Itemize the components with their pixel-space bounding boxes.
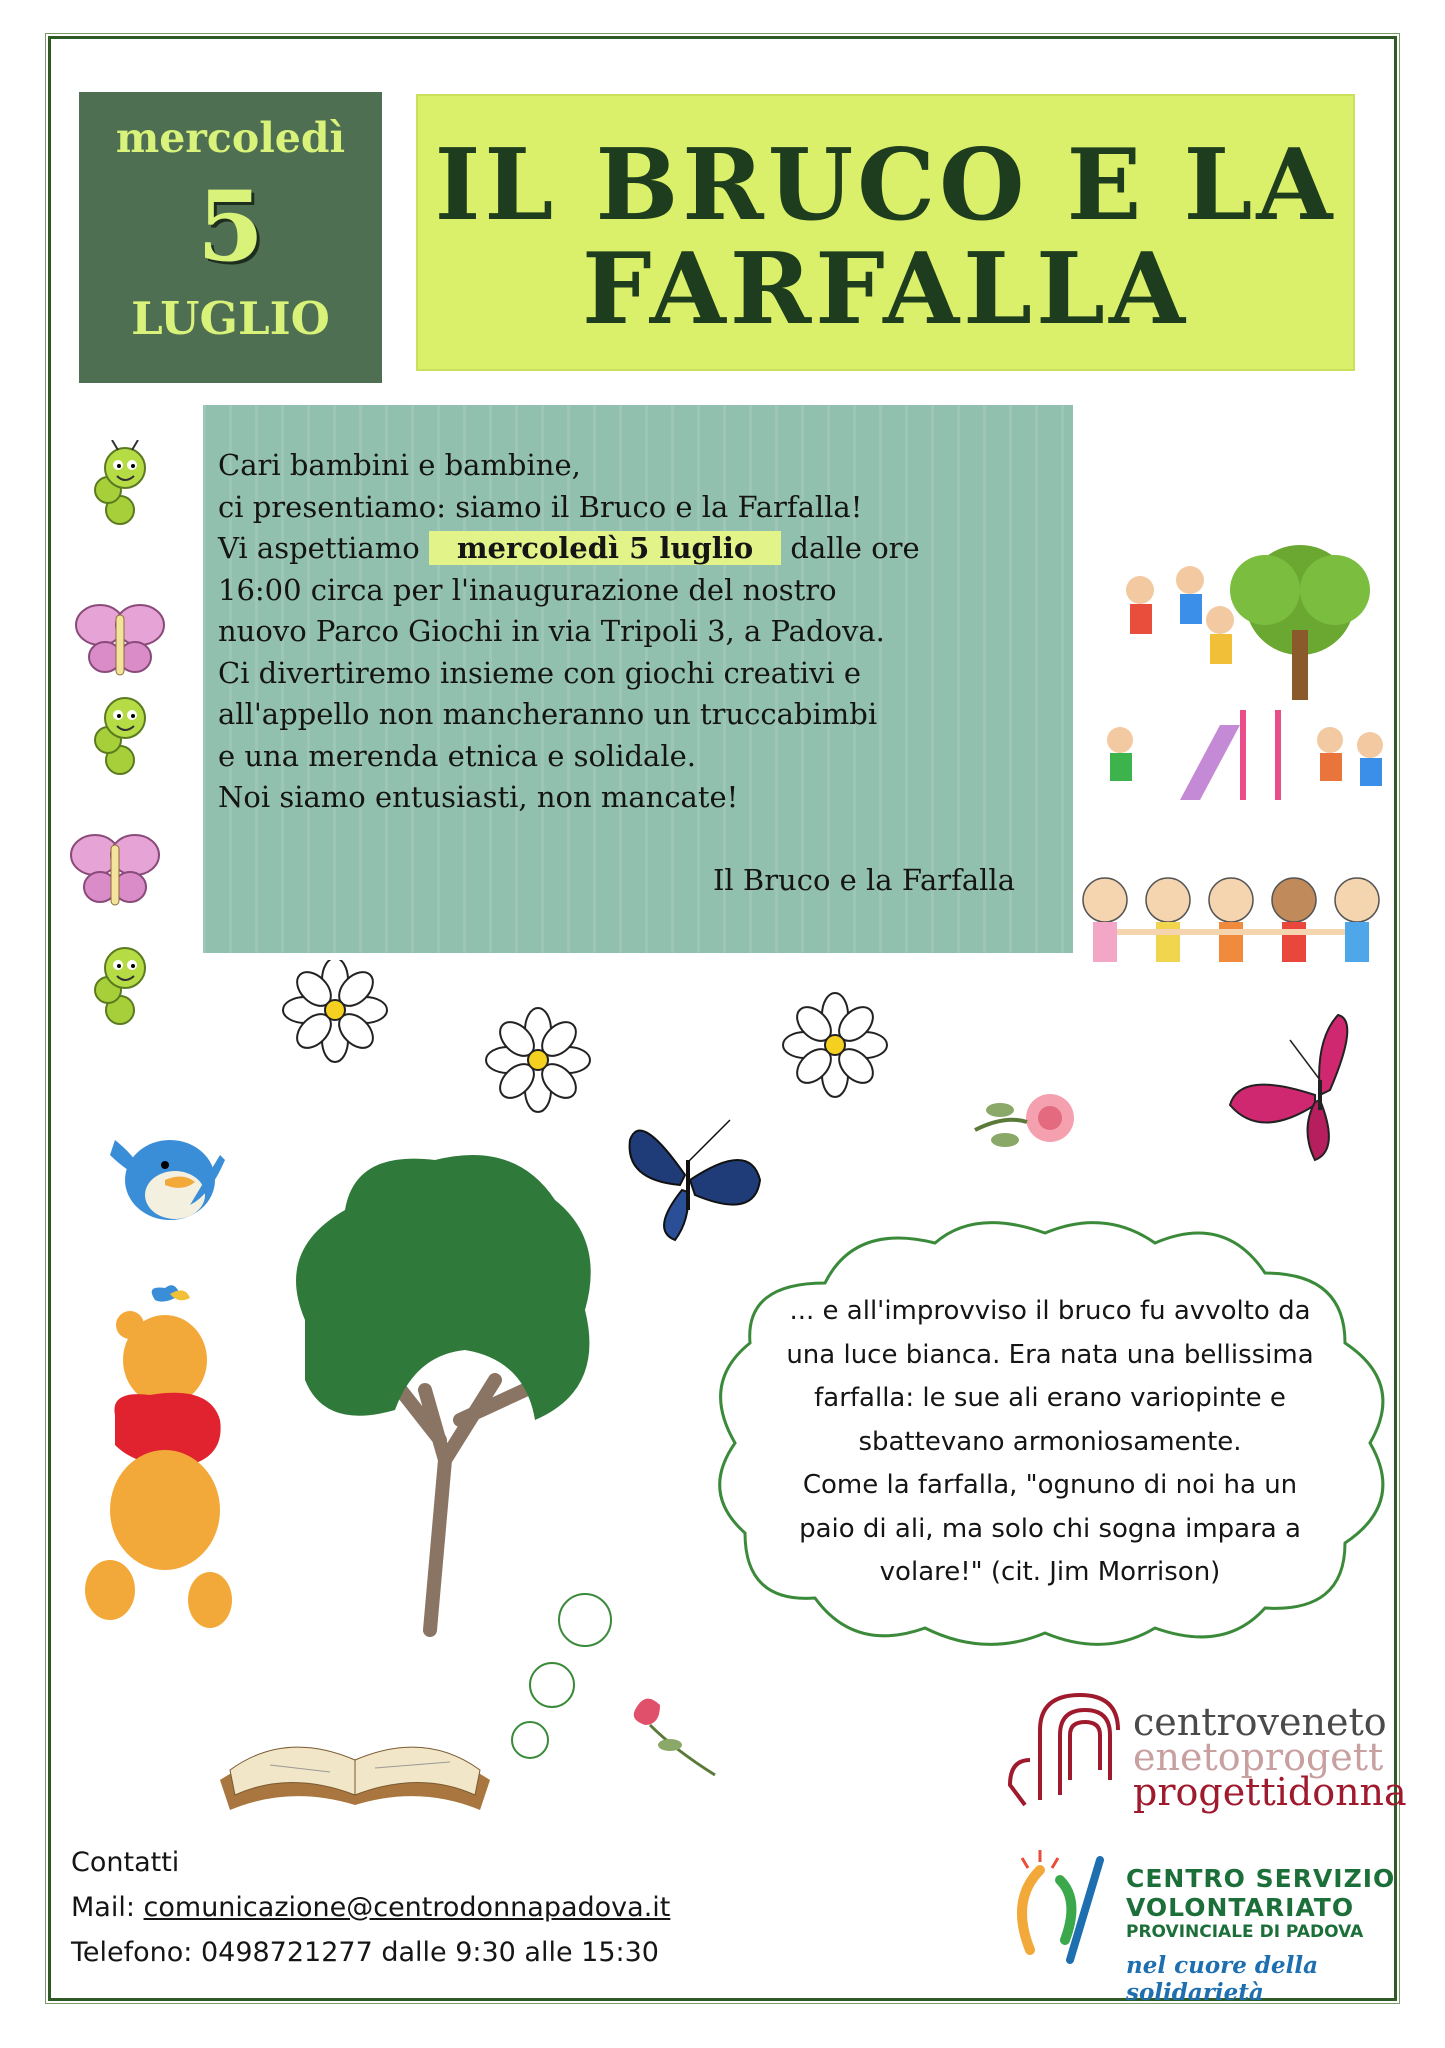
blue-bird-illustration [95, 1100, 245, 1250]
letter-line: 16:00 circa per l'inaugurazione del nostro [218, 572, 837, 607]
daisy-icon [783, 993, 887, 1097]
title-line-2: FARFALLA [581, 232, 1190, 347]
letter-line: nuovo Parco Giochi in via Tripoli 3, a Padova. [218, 614, 885, 648]
letter-line [218, 528, 1063, 570]
logo-centroveneto-echo: enetoprogett [1133, 1735, 1384, 1779]
quote-line: ... e all'improvviso il bruco fu avvolto da [789, 1296, 1311, 1326]
letter-body [218, 445, 1063, 819]
csv-logo-text [1126, 1864, 1445, 2006]
contacts-section [71, 1840, 670, 1975]
title-line-1: IL BRUCO E LA [434, 128, 1337, 243]
highlighted-date: mercoledì 5 luglio [429, 531, 781, 565]
caterpillar-icon [95, 440, 145, 524]
letter-line: all'appello non mancheranno un truccabimbi [218, 697, 878, 731]
winnie-the-pooh-illustration [70, 1280, 250, 1640]
csv-line-3: PROVINCIALE DI PADOVA [1126, 1922, 1364, 1942]
title-banner [418, 96, 1353, 369]
caterpillar-column [60, 440, 180, 1050]
csv-logo-mark [1000, 1840, 1120, 1970]
logo-progettidonna: progettidonna [1133, 1770, 1407, 1814]
open-book-illustration [210, 1690, 500, 1840]
date-badge [79, 92, 382, 383]
letter-signature: Il Bruco e la Farfalla [712, 863, 1015, 897]
kids-playing-illustration [1100, 530, 1390, 820]
letter-text: dalle ore [781, 531, 920, 565]
letter-text: Vi aspettiamo [218, 531, 429, 565]
caterpillar-icon [95, 948, 145, 1024]
quote-line: una luce bianca. Era nata una bellissima [786, 1339, 1314, 1370]
pink-butterfly-illustration [1220, 1010, 1370, 1170]
date-day: 5 [197, 170, 264, 283]
date-weekday: mercoledì [115, 114, 346, 162]
butterfly-icon [76, 605, 164, 675]
caterpillar-icon [95, 698, 145, 774]
rose-bud-illustration [615, 1680, 725, 1790]
mail-line [71, 1885, 670, 1930]
quote-text [755, 1290, 1345, 1595]
csv-line-2: VOLONTARIATO [1126, 1893, 1355, 1922]
daisy-flowers [270, 960, 890, 1120]
csv-line-1: CENTRO SERVIZIO [1126, 1864, 1396, 1893]
event-title [418, 128, 1353, 347]
thought-bubble-dots [490, 1590, 630, 1770]
letter-line: ci presentiamo: siamo il Bruco e la Farfalla! [218, 489, 863, 524]
quote-line: paio di ali, ma solo chi sogna impara a [799, 1513, 1301, 1544]
children-holding-hands-illustration [1075, 870, 1395, 980]
quote-line: volare!" (cit. Jim Morrison) [879, 1557, 1221, 1587]
date-month: LUGLIO [131, 292, 330, 345]
phone-line: Telefono: 0498721277 dalle 9:30 alle 15:30 [71, 1937, 659, 1968]
quote-line: farfalla: le sue ali erano variopinte e [814, 1383, 1286, 1413]
rose-illustration [965, 1080, 1085, 1170]
quote-line: sbattevano armoniosamente. [858, 1426, 1242, 1457]
daisy-icon [283, 960, 387, 1062]
contacts-heading: Contatti [71, 1847, 180, 1878]
letter-line: e una merenda etnica e solidale. [218, 738, 696, 773]
logo-centroveneto: centroveneto [1133, 1700, 1387, 1744]
email-link[interactable]: comunicazione@centrodonnapadova.it [143, 1892, 671, 1923]
tree-illustration [265, 1140, 615, 1640]
letter-line: Noi siamo entusiasti, non mancate! [218, 780, 739, 814]
invitation-letter [203, 405, 1073, 953]
butterfly-icon [71, 835, 159, 905]
letter-line: Cari bambini e bambine, [218, 448, 581, 482]
centroveneto-logo-text [1133, 1700, 1407, 1814]
quote-line: Come la farfalla, "ognuno di noi ha un [802, 1470, 1298, 1500]
daisy-icon [486, 1008, 590, 1112]
csv-tagline: nel cuore della solidarietà [1126, 1952, 1319, 2006]
mail-label: Mail: [71, 1892, 144, 1923]
letter-line: Ci divertiremo insieme con giochi creativi e [218, 655, 862, 690]
centroveneto-logo-mark [1000, 1690, 1125, 1810]
